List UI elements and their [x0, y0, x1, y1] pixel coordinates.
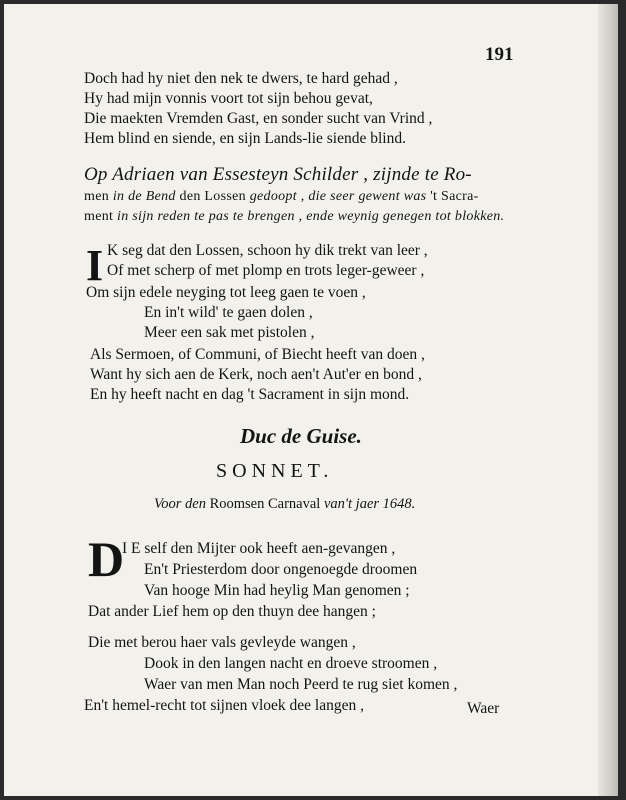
poem-occasion — [154, 496, 415, 513]
poem-subtitle-line — [84, 209, 504, 225]
poem-heading: Duc de Guise. — [240, 424, 362, 448]
verse-line: Hem blind en siende, en sijn Lands-lie siende blind. — [84, 130, 406, 147]
page-gutter-shadow — [598, 4, 618, 796]
verse-line: Dat ander Lief hem op den thuyn dee hangen ; — [88, 603, 376, 620]
subtitle-fragment: 't Sacra- — [430, 189, 479, 204]
occasion-fragment: 1648. — [382, 496, 416, 512]
drop-cap-initial: I — [86, 241, 104, 290]
book-page — [4, 4, 618, 796]
catchword: Waer — [467, 700, 500, 717]
verse-line: Waer van men Man noch Peerd te rug siet komen , — [144, 676, 458, 693]
verse-line: Die met berou haer vals gevleyde wangen , — [88, 634, 356, 651]
sonnet-label: SONNET. — [216, 460, 334, 482]
verse-line: Om sijn edele neyging tot leeg gaen te voen , — [86, 284, 366, 301]
verse-line: En hy heeft nacht en dag 't Sacrament in sijn mond. — [90, 386, 410, 403]
verse-line: K seg dat den Lossen, schoon hy dik trekt van leer , — [107, 242, 428, 259]
verse-line: Van hooge Min had heylig Man genomen ; — [144, 582, 410, 599]
verse-line: En't hemel-recht tot sijnen vloek dee langen , — [84, 697, 364, 714]
occasion-fragment: van't jaer — [323, 496, 380, 512]
verse-line: I E self den Mijter ook heeft aen-gevangen , — [122, 540, 396, 557]
poem-title-part: Op Adriaen van Essesteyn — [84, 164, 289, 185]
subtitle-fragment: men — [84, 189, 110, 204]
drop-cap-initial: D — [88, 531, 125, 587]
verse-line: Hy had mijn vonnis voort tot sijn behou gevat, — [84, 90, 373, 107]
occasion-fragment: Voor den — [154, 496, 206, 512]
poem-title — [84, 164, 472, 186]
subtitle-fragment: in de Bend — [112, 189, 176, 204]
subtitle-fragment: gedoopt , die seer gewent was — [249, 189, 427, 204]
subtitle-fragment: in sijn reden te pas te brengen , ende weynig genegen tot blokken. — [117, 209, 505, 224]
verse-line: Doch had hy niet den nek te dwers, te hard gehad , — [84, 70, 398, 87]
verse-line: Of met scherp of met plomp en trots leger-geweer , — [107, 262, 425, 279]
verse-line: En't Priesterdom door ongenoegde droomen — [144, 561, 418, 578]
verse-line: En in't wild' te gaen dolen , — [144, 304, 313, 321]
subtitle-fragment: den Lossen — [179, 189, 246, 204]
verse-line: Als Sermoen, of Communi, of Biecht heeft van doen , — [90, 346, 425, 363]
verse-line: Die maekten Vremden Gast, en sonder sucht van Vrind , — [84, 110, 433, 127]
poem-title-part: Schilder , zijnde te Ro- — [293, 164, 472, 185]
verse-line: Dook in den langen nacht en droeve stroomen , — [144, 655, 438, 672]
subtitle-fragment: ment — [84, 209, 114, 224]
poem-subtitle-line — [84, 189, 479, 205]
page-number: 191 — [485, 44, 514, 65]
verse-line: Meer een sak met pistolen , — [144, 324, 315, 341]
verse-line: Want hy sich aen de Kerk, noch aen't Aut'er en bond , — [90, 366, 422, 383]
occasion-fragment: Roomsen Carnaval — [209, 496, 321, 512]
